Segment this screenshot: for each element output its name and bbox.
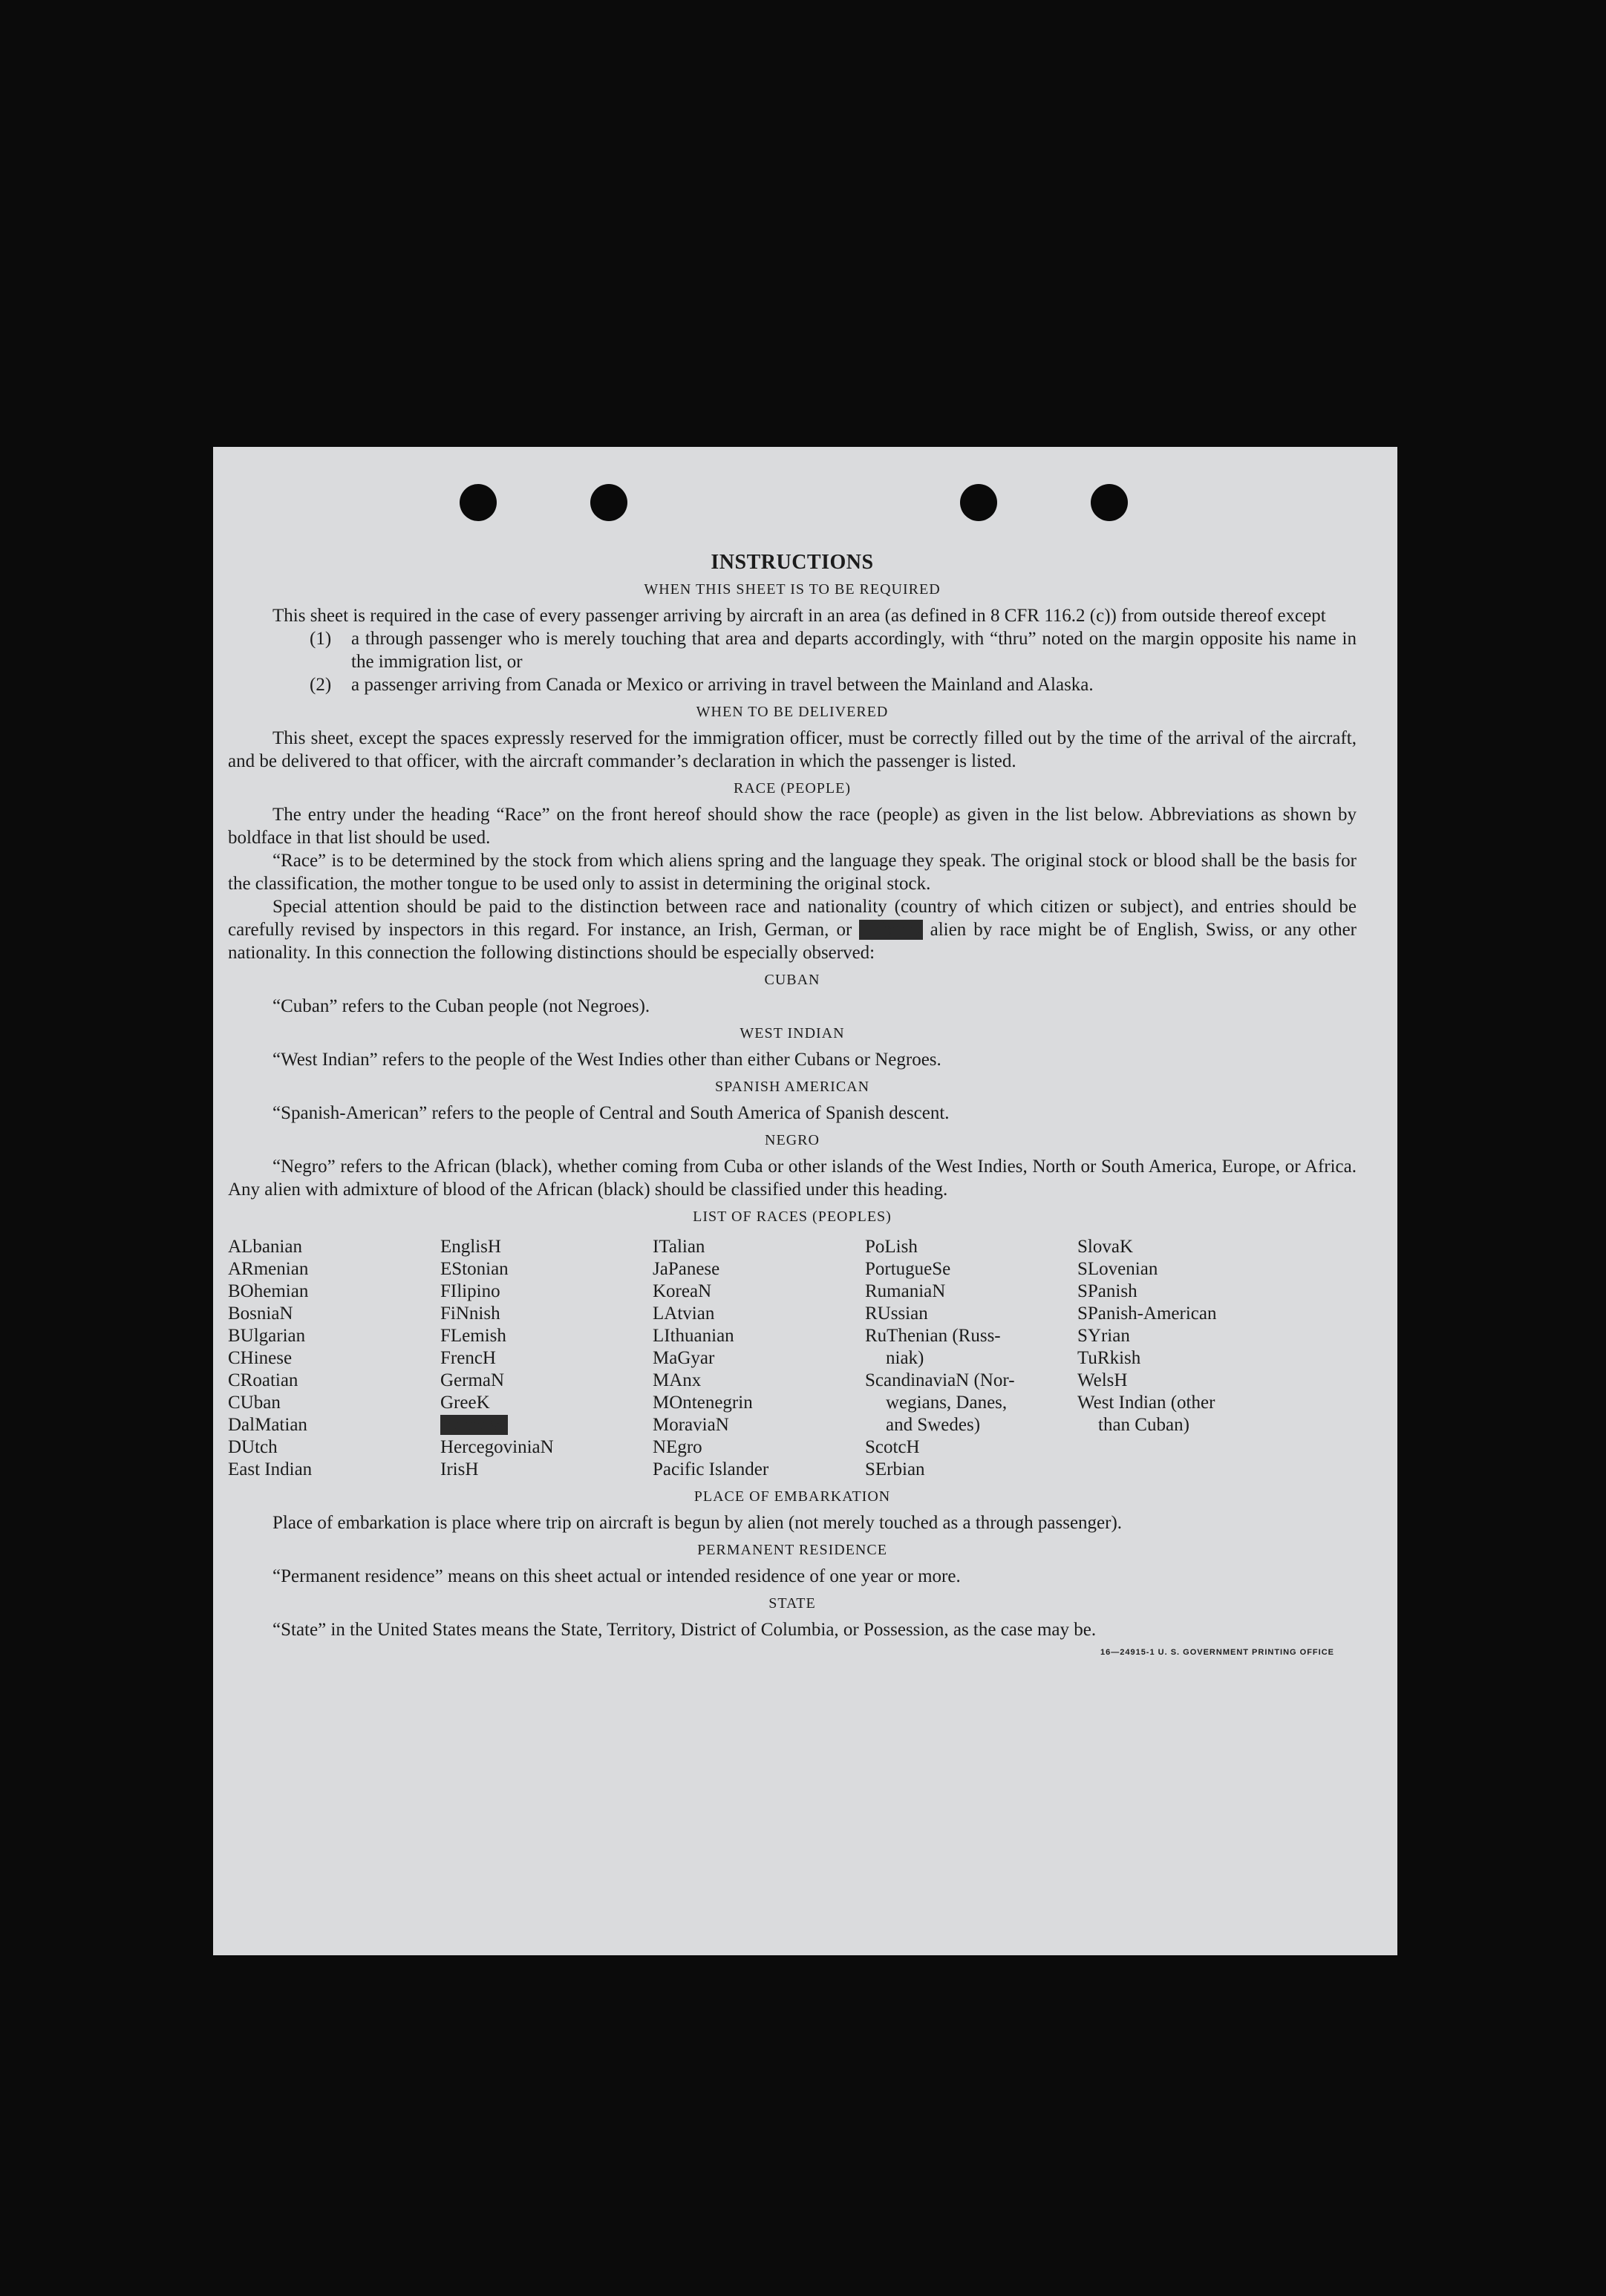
exception-text: a passenger arriving from Canada or Mexico or arriving in travel between the Mainland and Alaska. — [351, 675, 1094, 695]
section-heading-embarkation: PLACE OF EMBARKATION — [693, 1488, 891, 1505]
race-entry: CRoatian — [228, 1370, 298, 1390]
race-entry: WelsH — [1077, 1370, 1128, 1390]
section-heading-west-indian: WEST INDIAN — [740, 1025, 845, 1041]
race-entry: LIthuanian — [653, 1326, 734, 1346]
required-intro: This sheet is required in the case of every passenger arriving by aircraft in an area (as defined in 8 CFR 116.2 (c)) from outside thereof except — [272, 606, 1326, 626]
exception-number: (1) — [310, 629, 332, 649]
race-entry: MAnx — [653, 1370, 702, 1390]
exception-item — [228, 673, 1357, 696]
struck-race-entry: HebreW — [440, 1415, 508, 1435]
race-entry: DUtch — [228, 1437, 278, 1457]
race-paragraph-3 — [228, 895, 1357, 964]
race-entry: FrencH — [440, 1348, 496, 1368]
race-entry: PortugueSe — [865, 1259, 951, 1279]
race-entry: BOhemian — [228, 1281, 309, 1301]
race-entry: MaGyar — [653, 1348, 715, 1368]
race-entry: FiNnish — [440, 1304, 500, 1324]
race-entry: MoraviaN — [653, 1415, 729, 1435]
residence-text: “Permanent residence” means on this sheet actual or intended residence of one year or more. — [272, 1566, 961, 1586]
race-entry: ScotcH — [865, 1437, 920, 1457]
race-entry: JaPanese — [653, 1259, 720, 1279]
race-paragraph-1: The entry under the heading “Race” on the front hereof should show the race (people) as given in the list below. Abbreviations as shown by boldface in that list should be used. — [228, 805, 1357, 848]
state-text: “State” in the United States means the State, Territory, District of Columbia, or Possession, as the case may be. — [272, 1620, 1097, 1640]
instruction-sheet — [213, 447, 1397, 1955]
race-entry: RuThenian (Russ- — [865, 1326, 1001, 1346]
struck-word: Hebrew — [859, 920, 923, 940]
race-entry: DalMatian — [228, 1415, 307, 1435]
section-heading-race-list: LIST OF RACES (PEOPLES) — [693, 1208, 892, 1225]
race-entry: SLovenian — [1077, 1259, 1158, 1279]
west-indian-text: “West Indian” refers to the people of the West Indies other than either Cubans or Negroes. — [272, 1050, 941, 1070]
race-entry: RumaniaN — [865, 1281, 946, 1301]
race-column-4 — [865, 1236, 1077, 1481]
race-entry: IrisH — [440, 1459, 479, 1479]
race-entry: SPanish — [1077, 1281, 1137, 1301]
race-entry: BUlgarian — [228, 1326, 306, 1346]
footer-row — [228, 1641, 1357, 1664]
race-entry-continued: than Cuban) — [1098, 1415, 1189, 1435]
punch-hole — [590, 484, 627, 521]
race-column-5 — [1077, 1236, 1290, 1481]
section-heading-required: WHEN THIS SHEET IS TO BE REQUIRED — [644, 581, 941, 598]
race-entry-continued: niak) — [886, 1348, 924, 1368]
race-entry: ARmenian — [228, 1259, 309, 1279]
race-entry: ScandinaviaN (Nor- — [865, 1370, 1015, 1390]
race-entry: FIlipino — [440, 1281, 500, 1301]
race-entry: GermaN — [440, 1370, 505, 1390]
race-paragraph-2: “Race” is to be determined by the stock from which aliens spring and the language they speak. The original stock or blood shall be the basis for the classification, the mother tongue to be used only to assist in determining the original stock. — [228, 851, 1357, 894]
punch-hole — [960, 484, 997, 521]
race-entry: GreeK — [440, 1393, 490, 1413]
race-entry: TuRkish — [1077, 1348, 1141, 1368]
race-entry — [440, 1414, 653, 1436]
race-entry: RUssian — [865, 1304, 928, 1324]
section-heading-cuban: CUBAN — [764, 972, 820, 988]
printer-imprint: 16—24915-1 U. S. GOVERNMENT PRINTING OFFICE — [1100, 1648, 1334, 1657]
race-entry: CHinese — [228, 1348, 293, 1368]
race-paragraph-3-end: alien by race might be of English, Swiss, or any other nationality. In this connection the following distinctions should be especially observed: — [228, 920, 1357, 963]
punch-hole — [460, 484, 497, 521]
race-entry: SlovaK — [1077, 1237, 1133, 1257]
document-title: INSTRUCTIONS — [711, 551, 874, 574]
race-entry: EnglisH — [440, 1237, 501, 1257]
race-entry: BosniaN — [228, 1304, 293, 1324]
race-entry: CUban — [228, 1393, 281, 1413]
section-heading-race: RACE (PEOPLE) — [734, 780, 851, 797]
race-entry: SErbian — [865, 1459, 925, 1479]
section-heading-negro: NEGRO — [765, 1132, 820, 1148]
section-heading-spanish-american: SPANISH AMERICAN — [714, 1079, 870, 1095]
race-entry: HercegoviniaN — [440, 1437, 554, 1457]
race-entry: SPanish-American — [1077, 1304, 1217, 1324]
race-entry: East Indian — [228, 1459, 313, 1479]
race-entry: FLemish — [440, 1326, 506, 1346]
section-heading-delivered: WHEN TO BE DELIVERED — [696, 704, 889, 720]
race-list — [228, 1236, 1357, 1481]
race-entry-continued: and Swedes) — [886, 1415, 981, 1435]
exception-item — [228, 627, 1357, 673]
race-entry: NEgro — [653, 1437, 702, 1457]
document-body — [228, 551, 1357, 1664]
race-entry: LAtvian — [653, 1304, 715, 1324]
race-column-2 — [440, 1236, 653, 1481]
race-entry: West Indian (other — [1077, 1393, 1215, 1413]
race-entry-continued: wegians, Danes, — [886, 1393, 1008, 1413]
race-entry: EStonian — [440, 1259, 509, 1279]
race-entry: SYrian — [1077, 1326, 1130, 1346]
exception-number: (2) — [310, 675, 332, 695]
negro-text: “Negro” refers to the African (black), whether coming from Cuba or other islands of the West Indies, North or South America, Europe, or Africa. Any alien with admixture of blood of the African (black) should be classified under this heading. — [228, 1157, 1357, 1200]
embarkation-text: Place of embarkation is place where trip on aircraft is begun by alien (not merely touched as a through passenger). — [272, 1513, 1123, 1533]
spanish-american-text: “Spanish-American” refers to the people of Central and South America of Spanish descent. — [272, 1103, 950, 1123]
race-entry: ALbanian — [228, 1237, 302, 1257]
race-paragraph-3-start: Special attention should be paid to the distinction between race and nationality (country of which citizen or subject), and entries should be carefully revised by inspectors in this regard. For instance, an Irish, German, or — [228, 897, 1357, 940]
race-entry: Pacific Islander — [653, 1459, 769, 1479]
exception-text: a through passenger who is merely touching that area and departs accordingly, with “thru” noted on the margin opposite his name in the immigration list, or — [351, 629, 1357, 672]
delivered-text: This sheet, except the spaces expressly reserved for the immigration officer, must be correctly filled out by the time of the arrival of the aircraft, and be delivered to that officer, with the aircraft commander’s declaration in which the passenger is listed. — [228, 728, 1357, 771]
race-entry: MOntenegrin — [653, 1393, 753, 1413]
section-heading-residence: PERMANENT RESIDENCE — [697, 1542, 887, 1558]
section-heading-state: STATE — [768, 1595, 816, 1612]
cuban-text: “Cuban” refers to the Cuban people (not Negroes). — [272, 996, 650, 1016]
punch-hole — [1091, 484, 1128, 521]
race-entry: KoreaN — [653, 1281, 712, 1301]
race-column-1 — [228, 1236, 440, 1481]
race-entry: PoLish — [865, 1237, 918, 1257]
race-column-3 — [653, 1236, 865, 1481]
race-entry: ITalian — [653, 1237, 705, 1257]
